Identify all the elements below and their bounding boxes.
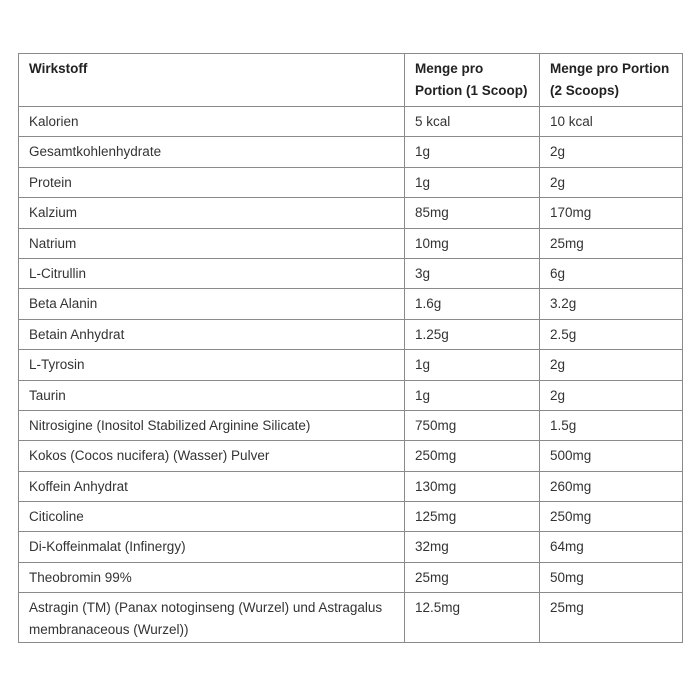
amount-1-scoop: 3g [405,258,540,288]
table-row [19,471,683,501]
ingredient-name: Taurin [19,380,405,410]
amount-2-scoops: 170mg [540,198,683,228]
amount-2-scoops: 64mg [540,532,683,562]
ingredient-name: Nitrosigine (Inositol Stabilized Arginine Silicate) [19,410,405,440]
ingredient-name: Citicoline [19,502,405,532]
amount-2-scoops: 25mg [540,228,683,258]
table-row [19,258,683,288]
ingredient-name: L-Tyrosin [19,350,405,380]
amount-1-scoop: 5 kcal [405,107,540,137]
table-row [19,319,683,349]
ingredient-name: Natrium [19,228,405,258]
amount-2-scoops: 3.2g [540,289,683,319]
table-header-row [19,54,683,107]
amount-2-scoops: 25mg [540,593,683,643]
amount-1-scoop: 1g [405,380,540,410]
amount-1-scoop: 1g [405,167,540,197]
table-row [19,107,683,137]
amount-1-scoop: 130mg [405,471,540,501]
table-row [19,562,683,592]
table-row [19,350,683,380]
ingredient-name: Theobromin 99% [19,562,405,592]
header-ingredient: Wirkstoff [19,54,405,107]
table-row [19,228,683,258]
amount-2-scoops: 2g [540,167,683,197]
amount-2-scoops: 6g [540,258,683,288]
amount-1-scoop: 125mg [405,502,540,532]
ingredient-name: Kalorien [19,107,405,137]
table-row [19,380,683,410]
table-row [19,167,683,197]
ingredient-name: Gesamtkohlenhydrate [19,137,405,167]
amount-1-scoop: 250mg [405,441,540,471]
amount-1-scoop: 1.6g [405,289,540,319]
table-row [19,289,683,319]
amount-1-scoop: 10mg [405,228,540,258]
table-row [19,593,683,643]
amount-2-scoops: 2g [540,380,683,410]
ingredient-name: Protein [19,167,405,197]
amount-2-scoops: 50mg [540,562,683,592]
ingredient-name: Astragin (TM) (Panax notoginseng (Wurzel) und Astragalus membranaceous (Wurzel)) [19,593,405,643]
amount-1-scoop: 32mg [405,532,540,562]
amount-2-scoops: 250mg [540,502,683,532]
table-row [19,410,683,440]
ingredient-name: Betain Anhydrat [19,319,405,349]
amount-1-scoop: 12.5mg [405,593,540,643]
ingredient-table [18,53,683,643]
table-row [19,502,683,532]
table-row [19,137,683,167]
amount-1-scoop: 1.25g [405,319,540,349]
ingredient-name: Koffein Anhydrat [19,471,405,501]
amount-2-scoops: 500mg [540,441,683,471]
ingredient-name: Di-Koffeinmalat (Infinergy) [19,532,405,562]
nutrition-table-container [18,53,682,643]
amount-2-scoops: 10 kcal [540,107,683,137]
amount-2-scoops: 260mg [540,471,683,501]
amount-1-scoop: 85mg [405,198,540,228]
ingredient-name: Kokos (Cocos nucifera) (Wasser) Pulver [19,441,405,471]
header-amount-1-scoop: Menge pro Portion (1 Scoop) [405,54,540,107]
table-row [19,198,683,228]
amount-1-scoop: 25mg [405,562,540,592]
amount-1-scoop: 750mg [405,410,540,440]
ingredient-name: Beta Alanin [19,289,405,319]
amount-1-scoop: 1g [405,137,540,167]
amount-1-scoop: 1g [405,350,540,380]
table-row [19,441,683,471]
amount-2-scoops: 2g [540,350,683,380]
header-amount-2-scoops: Menge pro Portion (2 Scoops) [540,54,683,107]
ingredient-name: L-Citrullin [19,258,405,288]
amount-2-scoops: 2.5g [540,319,683,349]
ingredient-name: Kalzium [19,198,405,228]
amount-2-scoops: 1.5g [540,410,683,440]
amount-2-scoops: 2g [540,137,683,167]
table-row [19,532,683,562]
